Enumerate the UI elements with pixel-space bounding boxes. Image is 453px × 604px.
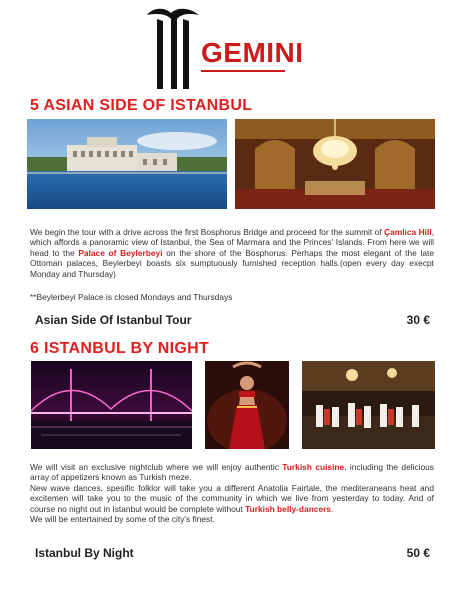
text-fragment: . — [331, 503, 334, 514]
bosphorus-bridge-night-photo — [31, 361, 192, 449]
highlight-palace-of-beylerbeyi: Palace of Beylerbeyi — [78, 247, 163, 258]
text-fragment: We begin the tour with a drive across the first Bosphorus Bridge and proceed for the summit of — [30, 227, 385, 237]
text-fragment: We will visit an exclusive nightclub where we will enjoy authentic — [30, 462, 283, 472]
tour-name: Asian Side Of Istanbul Tour — [35, 313, 192, 327]
night-paragraph-2 — [30, 483, 434, 514]
tour-price-row — [35, 546, 430, 560]
night-description — [30, 462, 434, 524]
tour-description — [30, 227, 434, 279]
section-title: 5 ASIAN SIDE OF ISTANBUL — [30, 97, 253, 114]
belly-dancer-photo — [205, 361, 289, 449]
palace-exterior-photo — [27, 119, 227, 209]
text-fragment: , which affords a panoramic view of Istanbul, the Sea of Marmara and the Princes' Islands. From here we will head to the — [30, 227, 434, 258]
night-paragraph-1 — [30, 462, 434, 483]
tour-price-row — [35, 313, 430, 327]
section-title: 6 ISTANBUL BY NIGHT — [30, 340, 210, 357]
palace-interior-chandelier-photo — [235, 119, 435, 209]
nightclub-dance-photo — [302, 361, 435, 449]
night-paragraph-3: We will be entertained by some of the city's finest. — [30, 514, 215, 525]
highlight-camlica-hill: Çamlıca Hill — [384, 227, 432, 237]
highlight-turkish-belly-dancers: Turkish belly-dancers — [245, 503, 332, 514]
tour-price: 50 € — [406, 546, 430, 560]
logo-rule — [201, 70, 285, 72]
text-fragment: , including the delicious array of appetizers known as Turkish meze. — [30, 462, 434, 483]
closure-note: **Beylerbeyi Palace is closed Mondays and Thursdays — [30, 292, 233, 302]
text-fragment: on the shore of the Bosphorus. Perhaps the most elegant of the late Ottoman palaces, Beylerbeyi boasts six sumptuously furnished reception halls.(open every day execpt Monday and Thursday) — [30, 247, 434, 279]
text-fragment: New wave dances, spesific folklor will take you a different Anatolia Fairtale, the mediteraneans heat and excitemen will take you to the music of the community in which we live from yesterday to today. And of course no night out in Istanbul would be complete without — [30, 482, 434, 514]
gemini-double-t-icon — [143, 5, 203, 93]
highlight-turkish-cuisine: Turkish cuisine — [282, 462, 345, 472]
tour-price: 30 € — [406, 313, 430, 327]
logo-text: GEMINI — [201, 37, 304, 68]
tour-name: Istanbul By Night — [35, 546, 134, 560]
gemini-logo — [143, 5, 303, 95]
